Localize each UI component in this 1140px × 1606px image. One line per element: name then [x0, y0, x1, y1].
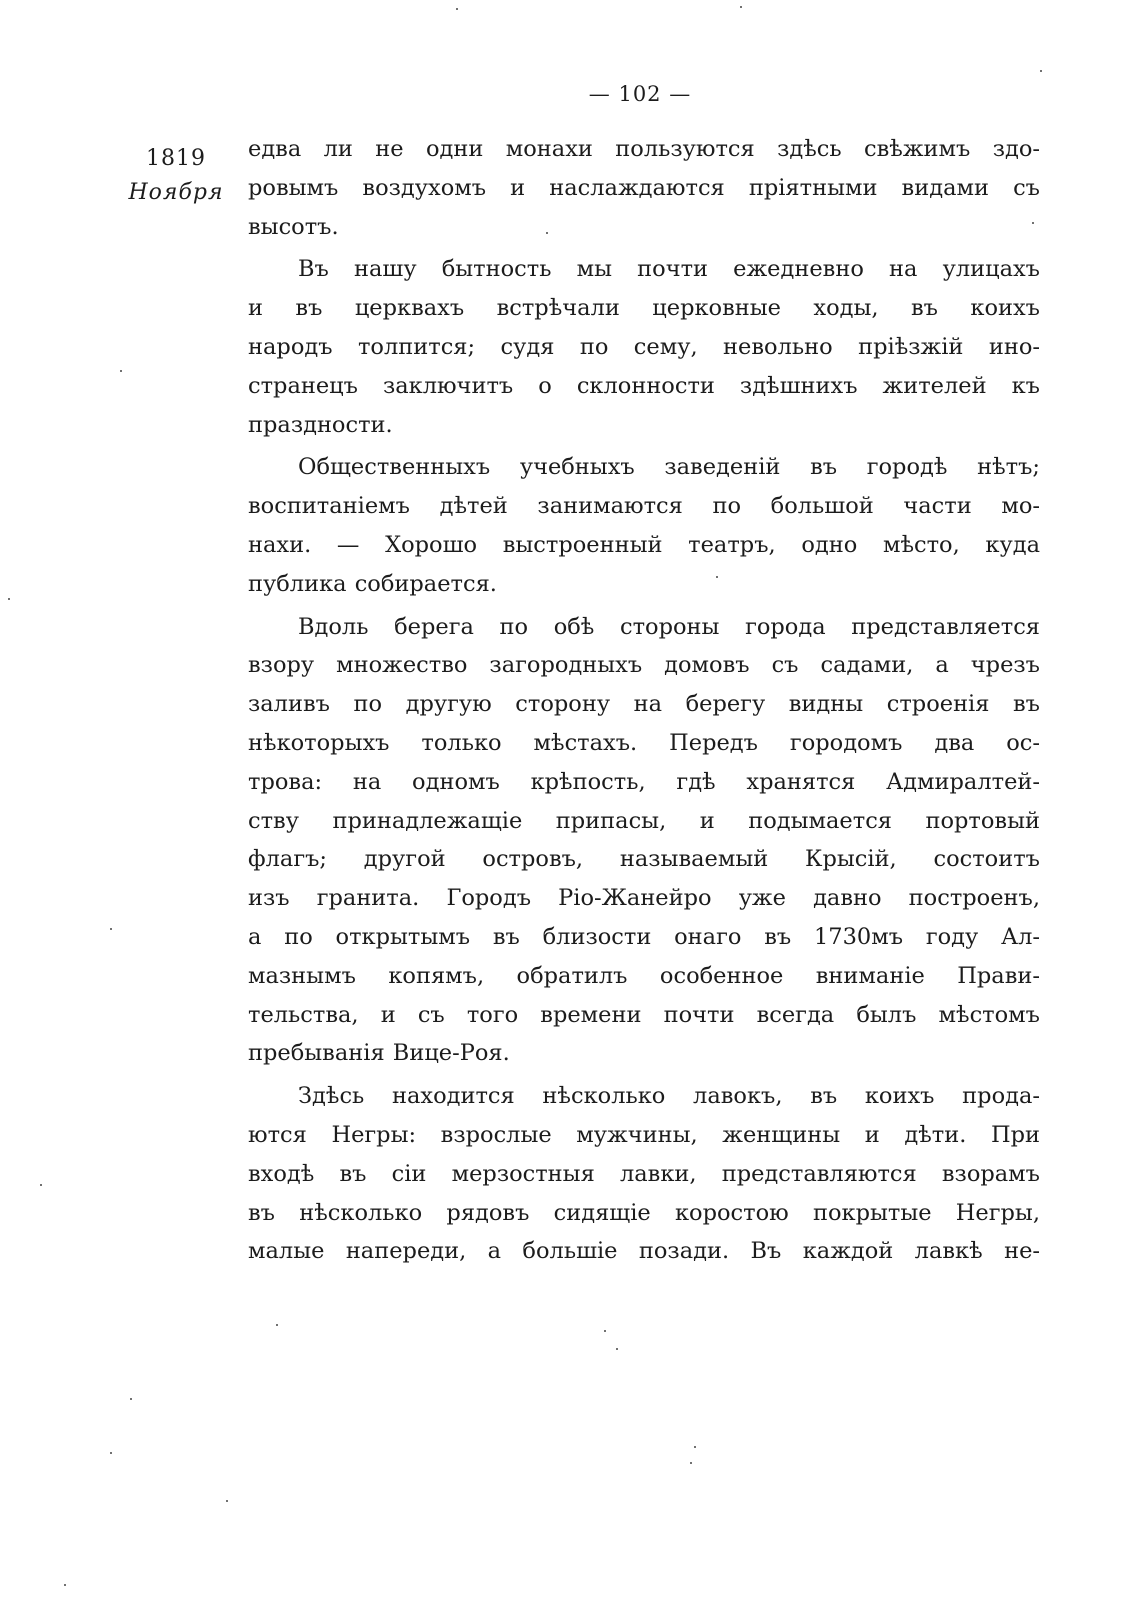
text-line: трова: на одномъ крѣпость, гдѣ хранятся Адмиралтей- [248, 768, 1040, 795]
text-line: Здѣсь находится нѣсколько лавокъ, въ коихъ прода- [298, 1083, 1040, 1110]
margin-note-month: Ноября [128, 180, 224, 205]
text-line: мазнымъ копямъ, обратилъ особенное вниманіе Прави- [248, 962, 1040, 989]
text-line: пребыванія Вице-Роя. [248, 1040, 510, 1067]
text-line: воспитаніемъ дѣтей занимаются по большой части мо- [248, 493, 1040, 520]
text-line: Въ нашу бытность мы почти ежедневно на улицахъ [298, 256, 1040, 283]
text-line: публика собирается. [248, 570, 497, 597]
text-line: едва ли не одни монахи пользуются здѣсь свѣжимъ здо- [248, 136, 1040, 162]
text-line: изъ гранита. Городъ Ріо-Жанейро уже давно построенъ, [248, 885, 1040, 912]
text-line: Вдоль берега по обѣ стороны города представляется [298, 613, 1040, 640]
text-line: высотъ. [248, 213, 339, 240]
text-line: заливъ по другую сторону на берегу видны строенія въ [248, 691, 1040, 718]
text-line: и въ церквахъ встрѣчали церковные ходы, въ коихъ [248, 295, 1040, 322]
text-line: флагъ; другой островъ, называемый Крысій, состоитъ [248, 846, 1040, 873]
text-line: ству принадлежащіе припасы, и подымается портовый [248, 807, 1040, 834]
text-line: малые напереди, а большіе позади. Въ каждой лавкѣ не- [248, 1238, 1040, 1265]
text-line: праздности. [248, 411, 393, 438]
margin-note-year: 1819 [146, 146, 206, 171]
text-line: нѣкоторыхъ только мѣстахъ. Передъ городомъ два ос- [248, 729, 1040, 756]
text-line: въ нѣсколько рядовъ сидящіе коростою покрытые Негры, [248, 1199, 1040, 1226]
text-line: Общественныхъ учебныхъ заведеній въ городѣ нѣтъ; [298, 454, 1040, 481]
body-text [248, 130, 1040, 1271]
text-line: взору множество загородныхъ домовъ съ садами, а чрезъ [248, 652, 1040, 679]
text-line: входѣ въ сіи мерзостныя лавки, представляются взорамъ [248, 1160, 1040, 1187]
text-line: народъ толпится; судя по сему, невольно пріѣзжій ино- [248, 333, 1040, 360]
text-line: ются Негры: взрослые мужчины, женщины и дѣти. При [248, 1121, 1040, 1148]
text-line: ровымъ воздухомъ и наслаждаются пріятными видами съ [248, 174, 1040, 201]
text-line: тельства, и съ того времени почти всегда былъ мѣстомъ [248, 1001, 1040, 1028]
text-line: нахи. — Хорошо выстроенный театръ, одно мѣсто, куда [248, 531, 1040, 558]
text-line: странецъ заключитъ о склонности здѣшнихъ жителей къ [248, 372, 1040, 399]
text-line: а по открытымъ въ близости онаго въ 1730мъ году Ал- [248, 923, 1040, 950]
page-number: — 102 — [588, 82, 692, 106]
